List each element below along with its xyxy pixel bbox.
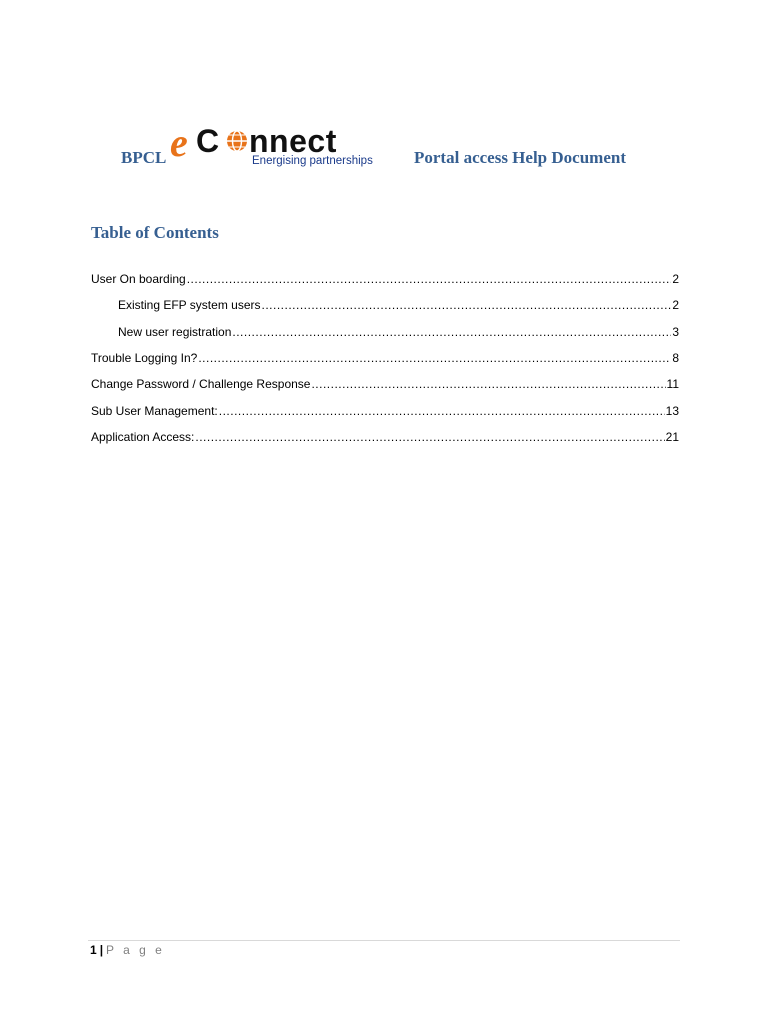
- toc-entry-label: New user registration: [118, 324, 232, 339]
- toc-entry-label: Change Password / Challenge Response: [91, 377, 311, 392]
- toc-leader-dots: [262, 298, 672, 312]
- toc-entry[interactable]: [91, 404, 679, 422]
- page-footer: [90, 943, 165, 957]
- toc-leader-dots: [219, 404, 665, 418]
- econnect-logo: [168, 122, 404, 168]
- logo-word-rest: nnect: [249, 123, 337, 159]
- toc-leader-dots: [187, 272, 672, 286]
- toc-entry-label: Sub User Management:: [91, 403, 218, 418]
- toc-entry[interactable]: [118, 298, 679, 316]
- logo-tagline: Energising partnerships: [252, 155, 373, 167]
- logo-letter-e: e: [170, 122, 188, 165]
- toc-leader-dots: [198, 351, 671, 365]
- footer-divider: [88, 940, 680, 941]
- toc-entry-page: 8: [672, 350, 679, 365]
- toc-leader-dots: [195, 430, 664, 444]
- toc-heading: Table of Contents: [91, 223, 219, 242]
- toc-entry[interactable]: [118, 325, 679, 343]
- toc-entry-label: Existing EFP system users: [118, 298, 261, 313]
- document-header: [0, 120, 768, 170]
- toc-entry-page: 2: [672, 298, 679, 313]
- toc-entry[interactable]: [91, 272, 679, 290]
- toc-entry-page: 21: [665, 429, 679, 444]
- header-document-title: Portal access Help Document: [414, 148, 626, 167]
- toc-entry-label: User On boarding: [91, 272, 186, 286]
- header-company-name: BPCL: [121, 148, 167, 167]
- toc-leader-dots: [311, 377, 665, 391]
- toc-entry[interactable]: [91, 430, 679, 448]
- toc-entry-page: 3: [672, 324, 679, 339]
- toc-entry[interactable]: [91, 351, 679, 369]
- globe-icon: [227, 131, 247, 151]
- footer-separator: |: [99, 943, 104, 957]
- toc-entry-page: 11: [666, 377, 679, 392]
- footer-page-word: P a g e: [106, 943, 165, 957]
- footer-page-number: 1: [90, 943, 97, 957]
- logo-letter-c: C: [196, 123, 220, 159]
- toc-entry-page: 2: [672, 272, 679, 286]
- toc-entry-page: 13: [665, 403, 679, 418]
- toc-entry-label: Trouble Logging In?: [91, 350, 198, 365]
- toc-entry-label: Application Access:: [91, 429, 195, 444]
- toc-entry[interactable]: [91, 377, 679, 395]
- toc-leader-dots: [232, 325, 671, 339]
